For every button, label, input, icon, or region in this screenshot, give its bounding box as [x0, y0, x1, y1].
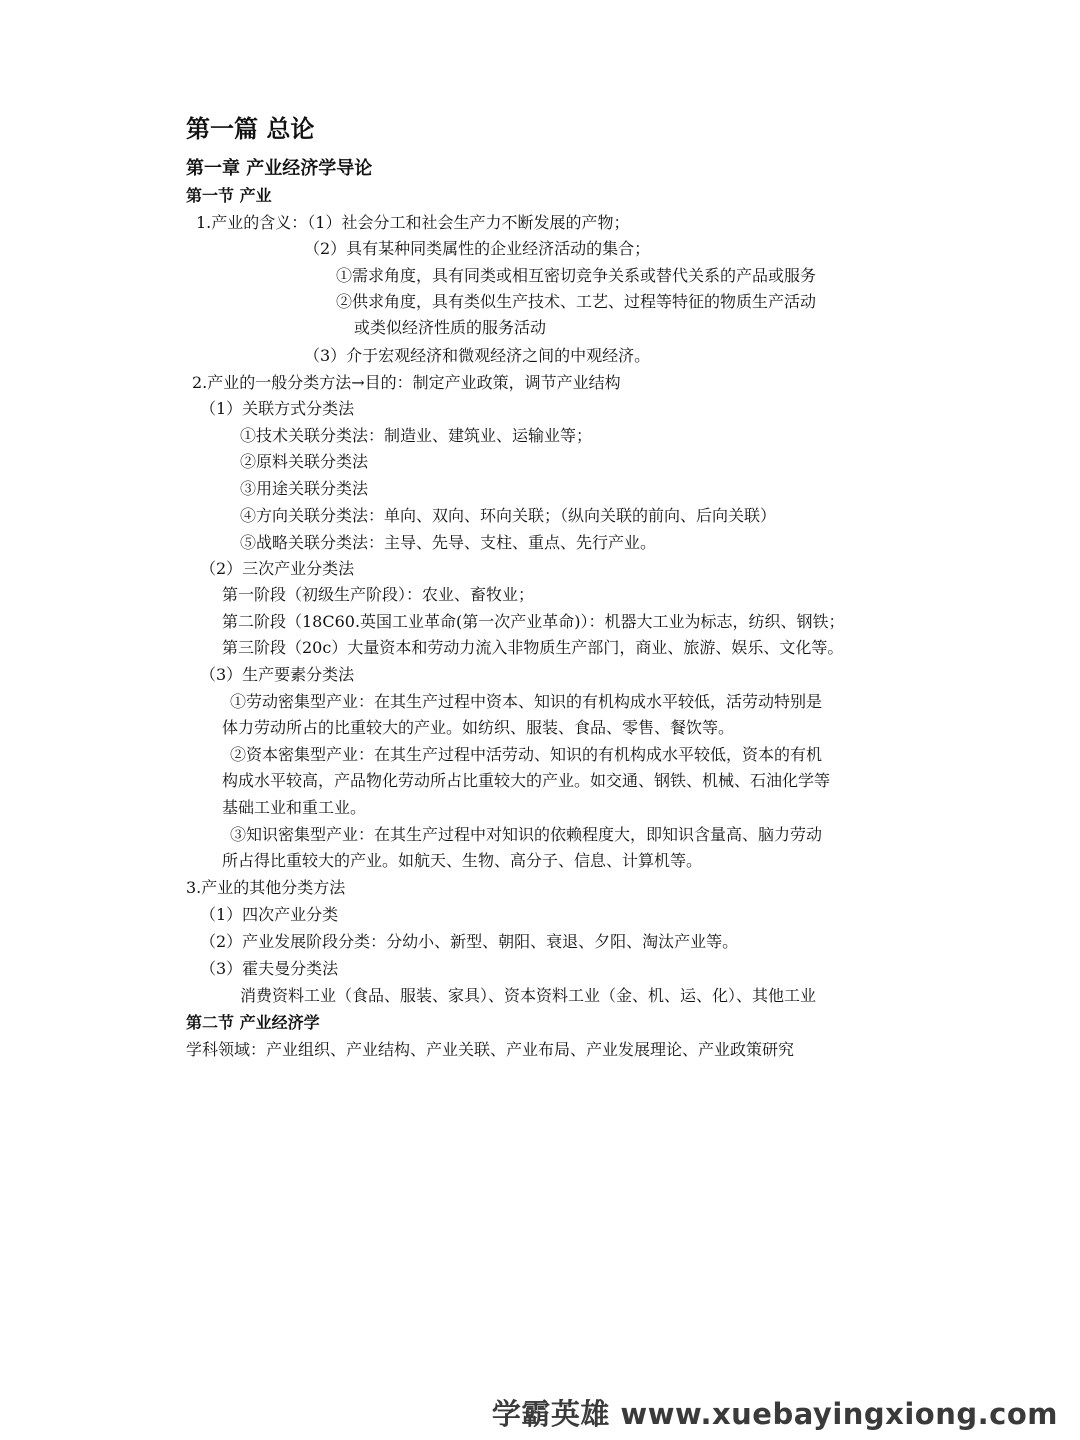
body-line: ①劳动密集型产业：在其生产过程中资本、知识的有机构成水平较低，活劳动特别是 — [230, 692, 823, 711]
body-line: 第三阶段（20c）大量资本和劳动力流入非物质生产部门，商业、旅游、娱乐、文化等。 — [222, 638, 844, 657]
body-line: ①技术关联分类法：制造业、建筑业、运输业等； — [240, 426, 593, 445]
body-line: ②资本密集型产业：在其生产过程中活劳动、知识的有机构成水平较低，资本的有机 — [230, 745, 823, 764]
body-line: 第二阶段（18C60.英国工业革命(第一次产业革命)）：机器大工业为标志，纺织、钢铁； — [222, 612, 845, 631]
body-line: ④方向关联分类法：单向、双向、环向关联；（纵向关联的前向、后向关联） — [240, 506, 777, 525]
site-watermark: 学霸英雄 www.xuebayingxiong.com — [491, 1397, 1058, 1431]
body-line: ⑤战略关联分类法：主导、先导、支柱、重点、先行产业。 — [240, 533, 657, 552]
body-line: 2.产业的一般分类方法→目的：制定产业政策，调节产业结构 — [192, 373, 621, 392]
body-line: 1.产业的含义：（1）社会分工和社会生产力不断发展的产物； — [196, 213, 630, 232]
body-line: （1）四次产业分类 — [200, 905, 339, 924]
body-line: 消费资料工业（食品、服装、家具）、资本资料工业（金、机、运、化）、其他工业 — [240, 986, 817, 1005]
section-title: 第二节 产业经济学 — [186, 1013, 320, 1032]
body-line: 所占得比重较大的产业。如航天、生物、高分子、信息、计算机等。 — [222, 851, 703, 870]
body-line: （2）三次产业分类法 — [200, 559, 355, 578]
part-title: 第一篇 总论 — [186, 114, 315, 143]
chapter-title: 第一章 产业经济学导论 — [186, 158, 373, 179]
body-line: ③用途关联分类法 — [240, 479, 369, 498]
body-line: （2）产业发展阶段分类：分幼小、新型、朝阳、衰退、夕阳、淘汰产业等。 — [200, 932, 739, 951]
body-line: （1）关联方式分类法 — [200, 399, 355, 418]
body-line: （3）介于宏观经济和微观经济之间的中观经济。 — [304, 346, 651, 365]
body-line: 3.产业的其他分类方法 — [186, 878, 346, 897]
body-line: （2）具有某种同类属性的企业经济活动的集合； — [304, 239, 651, 258]
body-line: ①需求角度，具有同类或相互密切竞争关系或替代关系的产品或服务 — [336, 266, 817, 285]
body-line: （3）霍夫曼分类法 — [200, 959, 339, 978]
body-line: 第一阶段（初级生产阶段）：农业、畜牧业； — [222, 585, 535, 604]
body-line: ②原料关联分类法 — [240, 452, 369, 471]
body-line: ③知识密集型产业：在其生产过程中对知识的依赖程度大，即知识含量高、脑力劳动 — [230, 825, 823, 844]
body-line: 学科领域：产业组织、产业结构、产业关联、产业布局、产业发展理论、产业政策研究 — [186, 1040, 795, 1059]
section-title: 第一节 产业 — [186, 186, 272, 205]
body-line: 构成水平较高，产品物化劳动所占比重较大的产业。如交通、钢铁、机械、石油化学等 — [222, 771, 831, 790]
body-line: ②供求角度，具有类似生产技术、工艺、过程等特征的物质生产活动 — [336, 292, 817, 311]
body-line: 基础工业和重工业。 — [222, 798, 367, 817]
body-line: （3）生产要素分类法 — [200, 665, 355, 684]
body-line: 体力劳动所占的比重较大的产业。如纺织、服装、食品、零售、餐饮等。 — [222, 718, 735, 737]
body-line: 或类似经济性质的服务活动 — [354, 318, 547, 337]
